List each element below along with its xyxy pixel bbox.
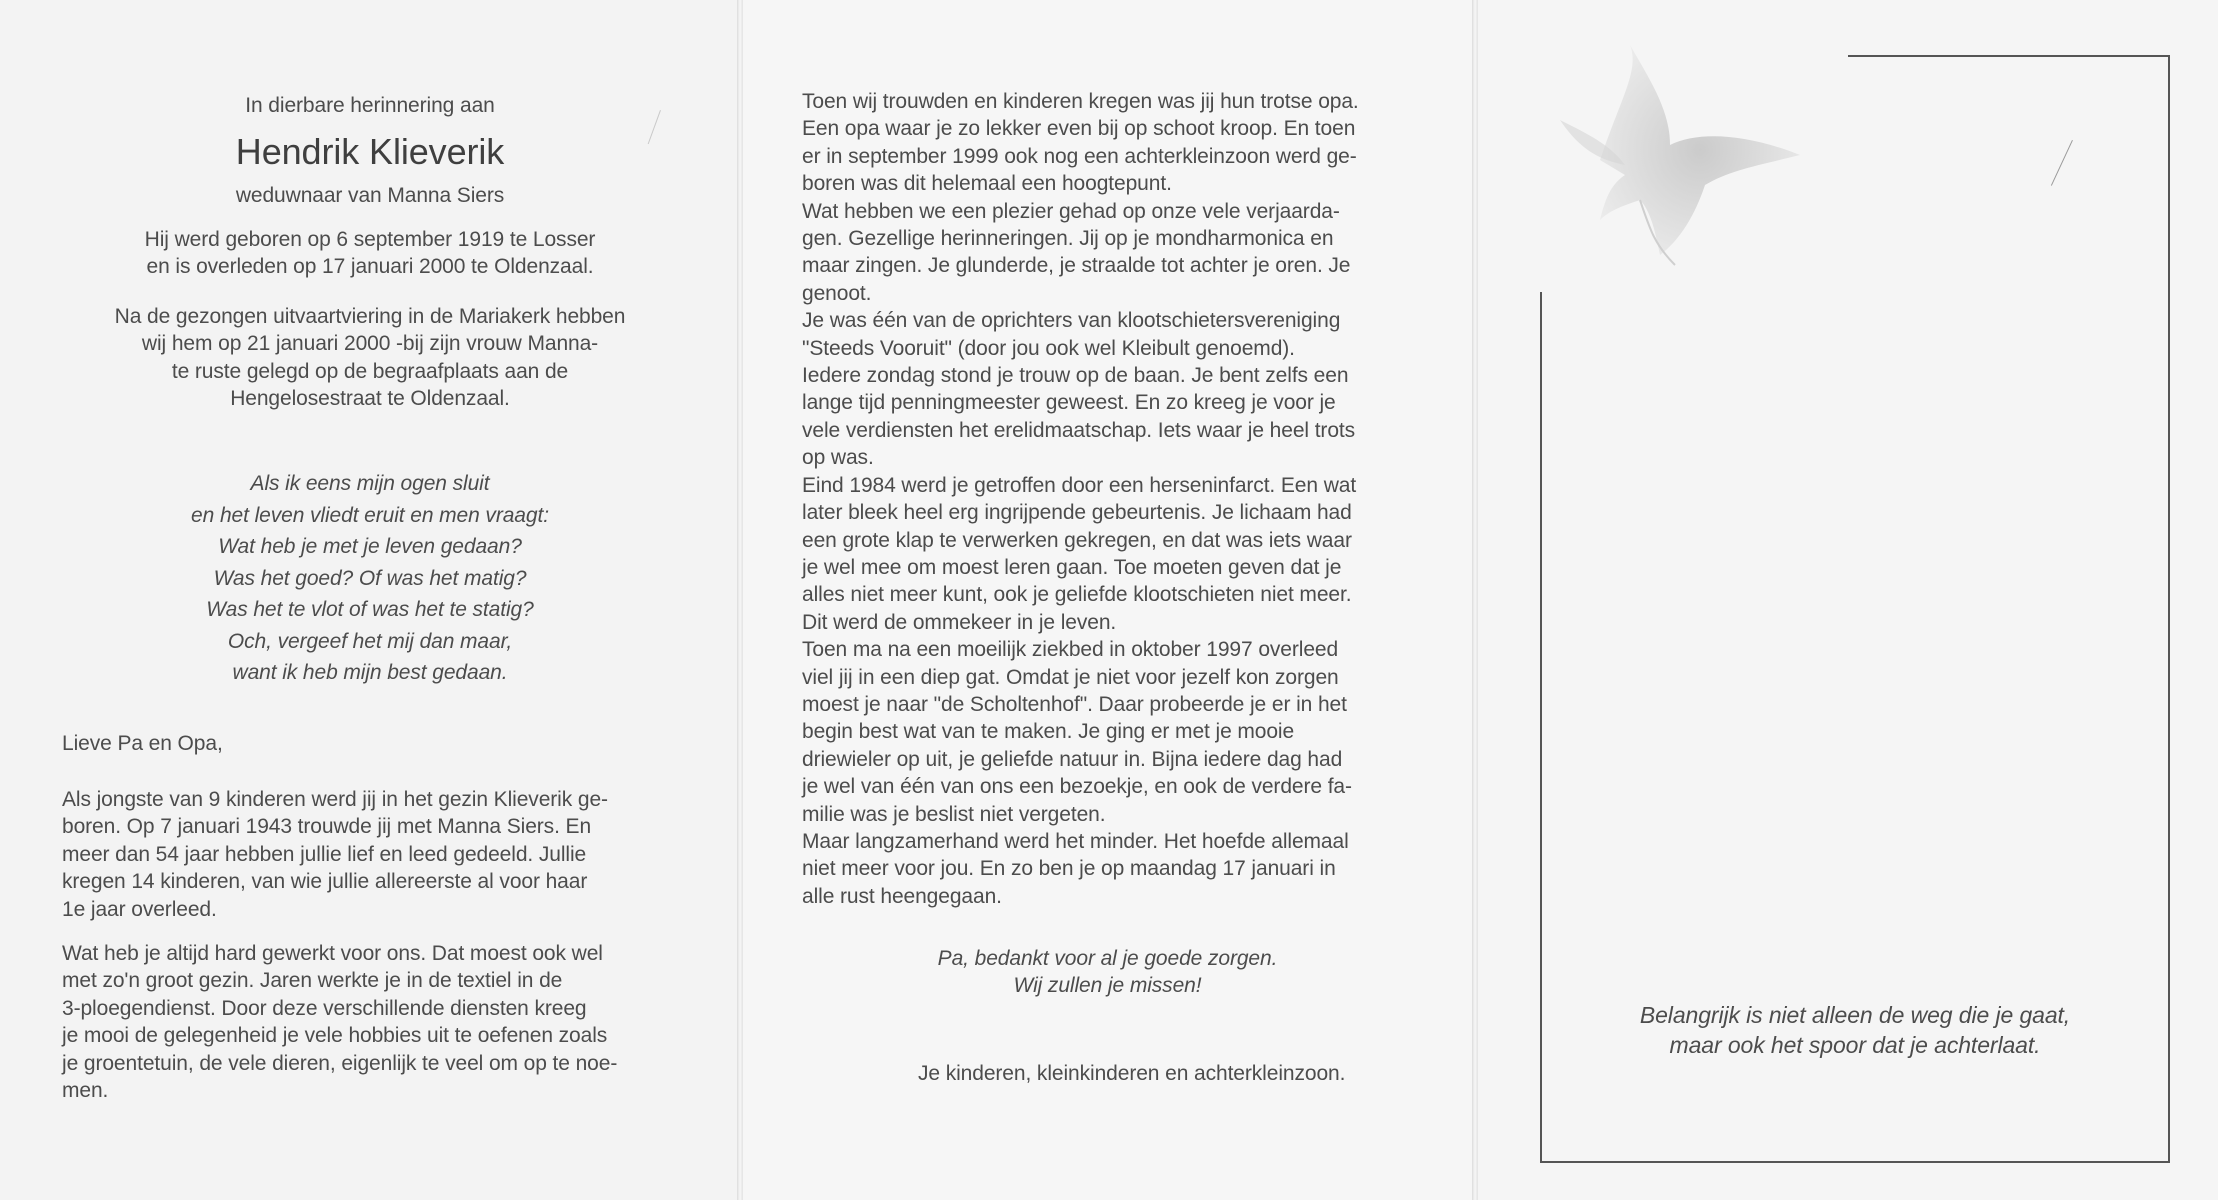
poem-line: en het leven vliedt eruit en men vraagt: [191,503,549,527]
text-line: Een opa waar je zo lekker even bij op schoot kroop. En toen [802,117,1356,141]
text-line: viel jij in een diep gat. Omdat je niet voor jezelf kon zorgen [802,665,1339,689]
text-line: Wat hebben we een plezier gehad op onze vele verjaarda- [802,199,1340,223]
text-line: 3-ploegendienst. Door deze verschillende diensten kreeg [62,996,587,1020]
text-line: niet meer voor jou. En zo ben je op maandag 17 januari in [802,857,1336,881]
text-line: je mooi de gelegenheid je vele hobbies uit te oefenen zoals [62,1024,608,1048]
text-line: Wat heb je altijd hard gewerkt voor ons. Dat moest ook wel [62,942,603,965]
text-line: Dit werd de ommekeer in je leven. [802,610,1117,634]
text-line: en is overleden op 17 januari 2000 te Oldenzaal. [146,255,594,279]
text-line: begin best wat van te maken. Je ging er met je mooie [802,720,1295,744]
text-line: wij hem op 21 januari 2000 -bij zijn vrouw Manna- [141,332,599,356]
text-line: te ruste gelegd op de begraafplaats aan de [171,359,569,383]
text-line: men. [62,1079,109,1103]
text-line: met zo'n groot gezin. Jaren werkte je in de textiel in de [62,969,563,993]
signature: Je kinderen, kleinkinderen en achterkleinzoon. [918,1062,1346,1085]
text-line: Eind 1984 werd je getroffen door een herseninfarct. Een wat [802,473,1357,497]
text-line: alles niet meer kunt, ook je geliefde klootschieten niet meer. [802,583,1352,607]
text-line: boren. Op 7 januari 1943 trouwde jij met Manna Siers. En [62,815,592,839]
text-line: lange tijd penningmeester geweest. En zo kreeg je voor je [802,391,1336,415]
motto [1598,1000,2112,1060]
poem-line: Och, vergeef het mij dan maar, [227,629,513,653]
text-line: Belangrijk is niet alleen de weg die je gaat, [1639,1002,2071,1028]
text-line: Pa, bedankt voor al je goede zorgen. [937,947,1278,970]
text-line: meer dan 54 jaar hebben jullie lief en leed gedeeld. Jullie [62,842,587,866]
text-line: Toen ma na een moeilijk ziekbed in oktober 1997 overleed [802,638,1339,662]
paragraph [62,940,664,1104]
funeral-text [0,303,740,413]
text-line: Hij werd geboren op 6 september 1919 te Losser [144,228,596,251]
poem-line: Was het goed? Of was het matig? [213,566,527,590]
frame-border [2168,55,2170,1163]
closing-words [740,945,1475,1000]
text-line: milie was je beslist niet vergeten. [802,802,1106,826]
text-line: je wel mee om moest leren gaan. Toe moeten geven dat je [802,555,1342,579]
text-line: op was. [802,446,874,470]
intro-text: In dierbare herinnering aan [245,94,495,117]
text-line: "Steeds Vooruit" (door jou ook wel Kleibult genoemd). [802,336,1295,360]
text-line: vele verdiensten het erelidmaatschap. Iets waar je heel trots [802,418,1356,442]
text-line: later bleek heel erg ingrijpende gebeurtenis. Je lichaam had [802,501,1352,525]
tribute-text [802,88,1410,910]
greeting: Lieve Pa en Opa, [62,732,223,755]
frame-border [1540,292,1542,1163]
text-line: Iedere zondag stond je trouw op de baan. Je bent zelfs een [802,364,1349,388]
text-line: maar zingen. Je glunderde, je straalde tot achter je oren. Je [802,254,1351,278]
text-line: moest je naar "de Scholtenhof". Daar probeerde je er in het [802,692,1347,716]
widower-text: weduwnaar van Manna Siers [235,184,505,207]
text-line: alle rust heengegaan. [802,884,1002,908]
text-line: je groentetuin, de vele dieren, eigenlijk te veel om op te noe- [62,1051,618,1075]
text-line: kregen 14 kinderen, van wie jullie allereerste al voor haar [62,870,588,894]
text-line: Toen wij trouwden en kinderen kregen was jij hun trotse opa. [802,90,1359,113]
birth-death-text [0,226,740,281]
text-line: Hengelosestraat te Oldenzaal. [230,387,510,411]
frame-border [1848,55,2170,57]
poem-line: Was het te vlot of was het te statig? [206,598,534,621]
text-line: driewieler op uit, je geliefde natuur in. Bijna iedere dag had [802,747,1343,771]
poem-line: Als ik eens mijn ogen sluit [250,472,490,495]
paragraph [62,786,664,923]
text-line: gen. Gezellige herinneringen. Jij op je mondharmonica en [802,227,1334,251]
poem-line: Wat heb je met je leven gedaan? [218,535,522,558]
text-line: Wij zullen je missen! [1013,974,1202,998]
text-line: maar ook het spoor dat je achterlaat. [1669,1032,2041,1058]
text-line: genoot. [802,281,872,305]
text-line: 1e jaar overleed. [62,897,217,921]
poem-line: want ik heb mijn best gedaan. [232,661,508,684]
text-line: Als jongste van 9 kinderen werd jij in het gezin Klieverik ge- [62,788,608,811]
fold-line [1472,0,1478,1200]
poem [0,468,740,689]
text-line: Je was één van de oprichters van klootschietersvereniging [802,309,1341,333]
text-line: een grote klap te verwerken gekregen, en dat was iets waar [802,528,1352,552]
text-line: Na de gezongen uitvaartviering in de Mariakerk hebben [114,305,626,328]
frame-border [1540,1161,2170,1163]
text-line: je wel van één van ons een bezoekje, en ook de verdere fa- [802,775,1352,799]
dove-icon [1530,40,1850,280]
text-line: boren was dit helemaal een hoogtepunt. [802,172,1172,196]
text-line: er in september 1999 ook nog een achterkleinzoon werd ge- [802,144,1357,168]
deceased-name: Hendrik Klieverik [235,131,505,172]
text-line: Maar langzamerhand werd het minder. Het hoefde allemaal [802,829,1349,853]
